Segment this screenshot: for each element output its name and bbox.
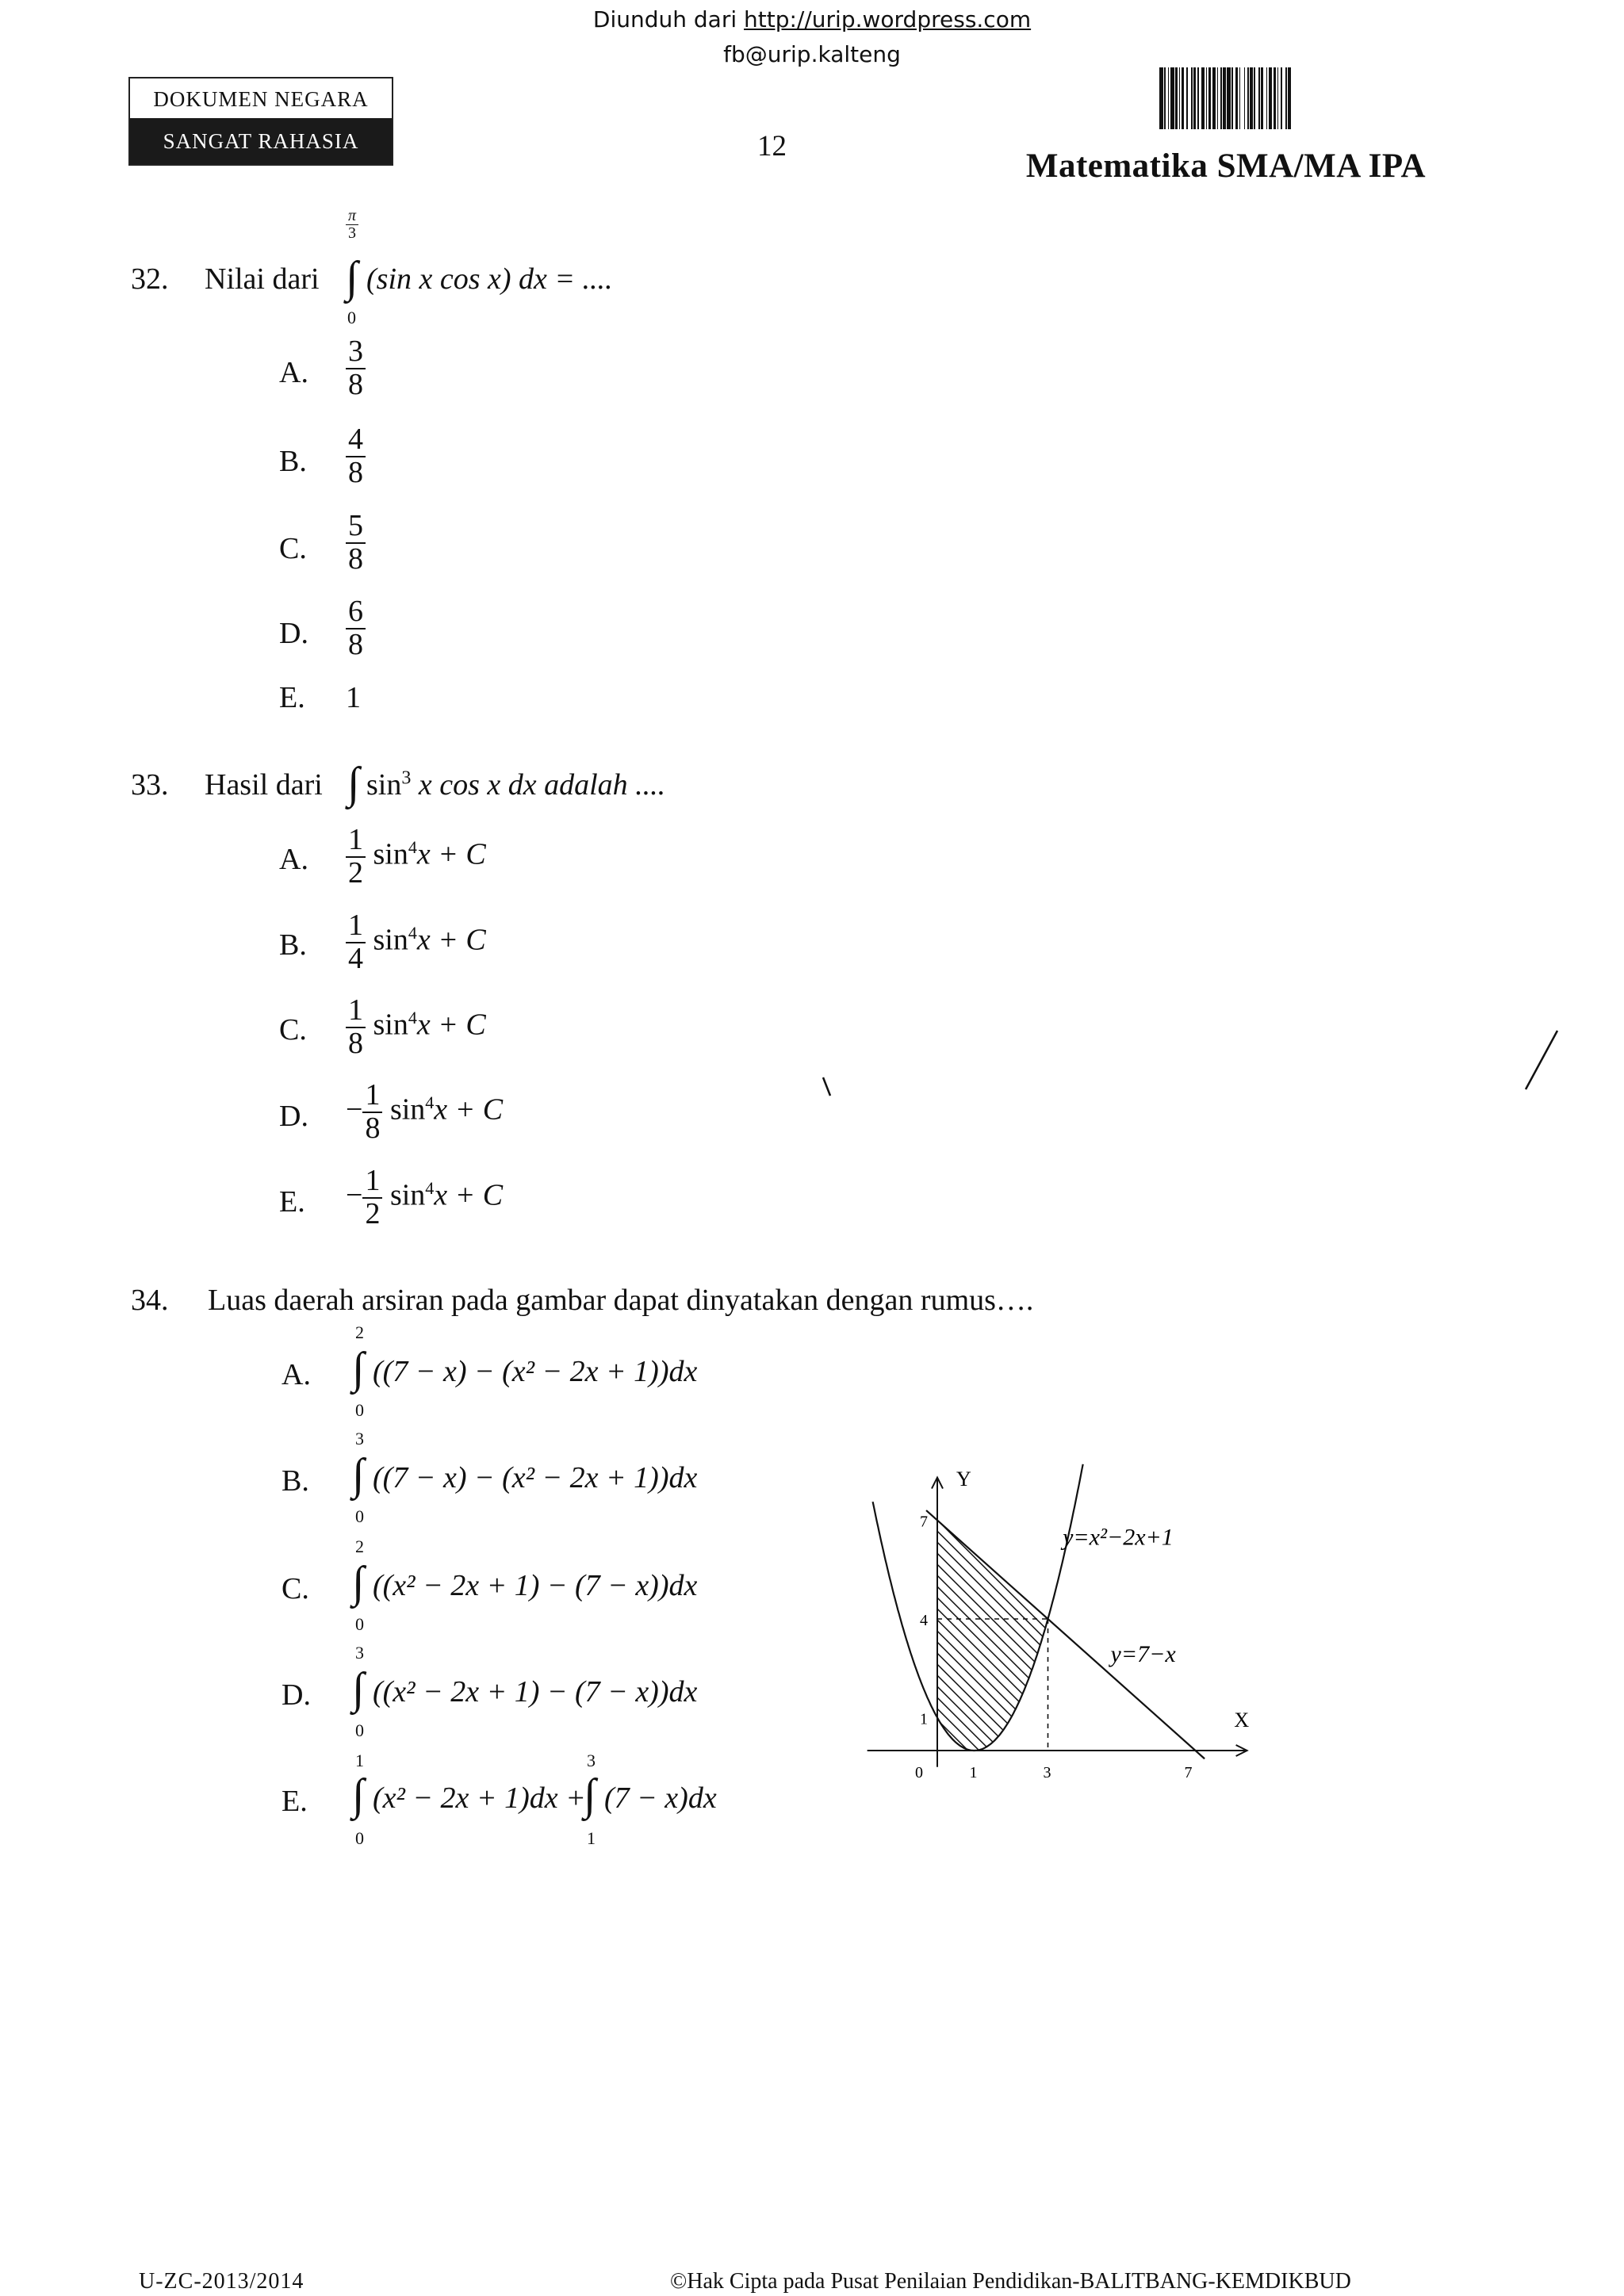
- hatch-line: [817, 1513, 882, 1775]
- stamp-top: DOKUMEN NEGARA: [153, 87, 369, 111]
- hatch-line: [1208, 1513, 1419, 1775]
- q33-option-d-value: − $\frac{1}{8}$ $\sin^4x + C$: [346, 1078, 504, 1145]
- stray-pen-mark: [1522, 1029, 1562, 1093]
- q34-option-d-label: D.: [282, 1678, 311, 1712]
- q33-option-a-label: A.: [279, 843, 308, 876]
- hatch-line: [817, 1513, 1037, 1775]
- q34-option-e-lower: 0: [355, 1828, 364, 1848]
- hatch-line: [1297, 1513, 1419, 1775]
- q34-option-e-integral-sign: ∫: [352, 1770, 365, 1820]
- curve-label: y=x²−2x+1: [1063, 1524, 1174, 1551]
- hatch-line: [1308, 1513, 1419, 1775]
- hatch-line: [1320, 1513, 1419, 1775]
- hatch-line: [1175, 1513, 1419, 1775]
- hatch-line: [817, 1513, 1015, 1775]
- page-number: 12: [757, 130, 787, 163]
- tick-y-7: 7: [920, 1513, 928, 1531]
- q33-option-e-label: E.: [279, 1185, 305, 1219]
- tick-x-3: 3: [1043, 1764, 1051, 1781]
- q32-option-e-label: E.: [279, 681, 305, 714]
- q34-option-b-integral-sign: ∫: [352, 1450, 365, 1499]
- hatch-line: [1064, 1513, 1326, 1775]
- x-axis-label: X: [1234, 1709, 1250, 1732]
- q32-number: 32.: [131, 262, 169, 296]
- q33-number: 33.: [131, 768, 169, 802]
- hatch-line: [964, 1513, 1226, 1775]
- q32-option-d-value: $\frac{6}{8}$: [346, 596, 366, 661]
- q33-option-d-label: D.: [279, 1100, 308, 1133]
- q33-option-e-value: − $\frac{1}{2}$ $\sin^4x + C$: [346, 1164, 504, 1230]
- hatch-line: [817, 1513, 982, 1775]
- hatch-line: [1164, 1513, 1419, 1775]
- q34-option-a-label: A.: [282, 1358, 311, 1391]
- hatch-line: [1264, 1513, 1419, 1775]
- q33-text: Hasil dari: [205, 768, 323, 802]
- download-url-link[interactable]: http://urip.wordpress.com: [744, 6, 1032, 33]
- q32-option-e-value: 1: [346, 681, 361, 714]
- q34-option-e-lower2: 1: [587, 1828, 596, 1848]
- hatch-line: [817, 1513, 926, 1775]
- q34-option-c-label: C.: [282, 1572, 309, 1605]
- hatch-line: [817, 1513, 993, 1775]
- q34-option-c-expr: ((x² − 2x + 1) − (7 − x))dx: [373, 1569, 698, 1602]
- tick-y-1: 1: [920, 1710, 928, 1728]
- q33-integral-sign: ∫: [347, 759, 360, 808]
- q34-option-b-upper: 3: [355, 1429, 364, 1448]
- q34-text: Luas daerah arsiran pada gambar dapat dinyatakan dengan rumus….: [208, 1284, 1034, 1317]
- stamp-bottom: SANGAT RAHASIA: [130, 118, 392, 164]
- q34-option-d-lower: 0: [355, 1720, 364, 1740]
- q32-option-a-value: $\frac{3}{8}$: [346, 336, 366, 401]
- hatch-line: [817, 1513, 948, 1775]
- q32-option-c-label: C.: [279, 532, 307, 565]
- q34-option-b-expr: ((7 − x) − (x² − 2x + 1))dx: [373, 1461, 698, 1494]
- hatch-line: [864, 1513, 1126, 1775]
- q33-option-c-label: C.: [279, 1013, 307, 1047]
- hatch-line: [817, 1513, 904, 1775]
- q33-option-a-value: $\frac{1}{2}$ $\sin^4x + C$: [346, 825, 486, 890]
- hatch-line: [1153, 1513, 1415, 1775]
- q32-lower-limit: 0: [347, 308, 356, 327]
- document-stamp: [128, 77, 393, 166]
- footer-copyright: ©Hak Cipta pada Pusat Penilaian Pendidikan-BALITBANG-KEMDIKBUD: [670, 2269, 1351, 2294]
- q34-option-a-upper: 2: [355, 1322, 364, 1342]
- hatch-line: [1186, 1513, 1419, 1775]
- q34-option-a-expr: ((7 − x) − (x² − 2x + 1))dx: [373, 1355, 698, 1388]
- q34-option-d-upper: 3: [355, 1643, 364, 1663]
- q33-integrand: $\sin^3 x$ cos x dx adalah ....: [366, 767, 666, 802]
- q33-option-b-label: B.: [279, 928, 307, 962]
- download-note: [0, 6, 1624, 33]
- hatch-line: [817, 1513, 893, 1775]
- q34-number: 34.: [131, 1284, 169, 1317]
- q34-option-c-lower: 0: [355, 1614, 364, 1634]
- q34-option-e-expr: (x² − 2x + 1)dx +: [373, 1781, 586, 1815]
- q34-option-b-label: B.: [282, 1464, 309, 1498]
- q34-option-e-upper: 1: [355, 1751, 364, 1770]
- stray-pen-mark-small: [821, 1075, 833, 1099]
- tick-x-7: 7: [1184, 1764, 1193, 1781]
- q33-option-b-value: $\frac{1}{4}$ $\sin^4x + C$: [346, 910, 486, 975]
- y-axis-label: Y: [956, 1467, 971, 1490]
- hatch-line: [1286, 1513, 1419, 1775]
- footer-code: U-ZC-2013/2014: [139, 2269, 304, 2294]
- q34-option-d-expr: ((x² − 2x + 1) − (7 − x))dx: [373, 1675, 698, 1709]
- q32-option-b-label: B.: [279, 445, 307, 478]
- hatch-line: [1197, 1513, 1419, 1775]
- hatch-line: [817, 1513, 915, 1775]
- q33-option-c-value: $\frac{1}{8}$ $\sin^4x + C$: [346, 995, 486, 1060]
- q34-option-e-integral-sign-2: ∫: [584, 1770, 596, 1820]
- tick-x-1: 1: [969, 1764, 978, 1781]
- q32-option-c-value: $\frac{5}{8}$: [346, 511, 366, 576]
- q34-option-b-lower: 0: [355, 1506, 364, 1526]
- q32-option-a-label: A.: [279, 356, 308, 389]
- hatch-line: [975, 1513, 1237, 1775]
- facebook-note: fb@urip.kalteng: [723, 41, 901, 67]
- hatch-line: [1231, 1513, 1419, 1775]
- tick-y-4: 4: [920, 1612, 928, 1629]
- q32-upper-limit: $\frac{\pi}{3}$: [346, 208, 358, 242]
- q34-option-a-lower: 0: [355, 1400, 364, 1420]
- q32-option-d-label: D.: [279, 617, 308, 650]
- q32-integrand: (sin x cos x) dx = ....: [366, 262, 613, 296]
- parabola-curve: [873, 1464, 1083, 1751]
- q34-option-c-integral-sign: ∫: [352, 1558, 365, 1607]
- barcode-image: [1159, 67, 1429, 129]
- download-prefix: Diunduh dari: [592, 6, 745, 33]
- hatch-line: [817, 1513, 937, 1775]
- hatch-line: [1220, 1513, 1419, 1775]
- area-graph: [817, 1364, 1419, 1792]
- hatch-line: [817, 1513, 1071, 1775]
- hatch-line: [1142, 1513, 1404, 1775]
- hatch-line: [1253, 1513, 1419, 1775]
- q34-option-e-label: E.: [282, 1785, 308, 1818]
- hatch-line: [817, 1513, 1048, 1775]
- hatch-line: [1053, 1513, 1315, 1775]
- q34-option-a-integral-sign: ∫: [352, 1344, 365, 1393]
- tick-x-0: 0: [915, 1764, 923, 1781]
- hatch-line: [1275, 1513, 1419, 1775]
- q32-text: Nilai dari: [205, 262, 320, 296]
- hatch-line: [887, 1513, 1148, 1775]
- q32-option-b-value: $\frac{4}{8}$: [346, 424, 366, 489]
- q34-option-e-upper2: 3: [587, 1751, 596, 1770]
- q34-option-d-integral-sign: ∫: [352, 1664, 365, 1713]
- subject-title: Matematika SMA/MA IPA: [1025, 147, 1426, 185]
- hatch-line: [875, 1513, 1137, 1775]
- line-label: y=7−x: [1110, 1640, 1176, 1667]
- q34-option-c-upper: 2: [355, 1536, 364, 1556]
- hatch-line: [1242, 1513, 1419, 1775]
- hatch-line: [1331, 1513, 1419, 1775]
- q32-integral-sign: ∫: [346, 253, 358, 302]
- q34-option-e-expr2: (7 − x)dx: [604, 1781, 717, 1815]
- hatch-line: [831, 1513, 1093, 1775]
